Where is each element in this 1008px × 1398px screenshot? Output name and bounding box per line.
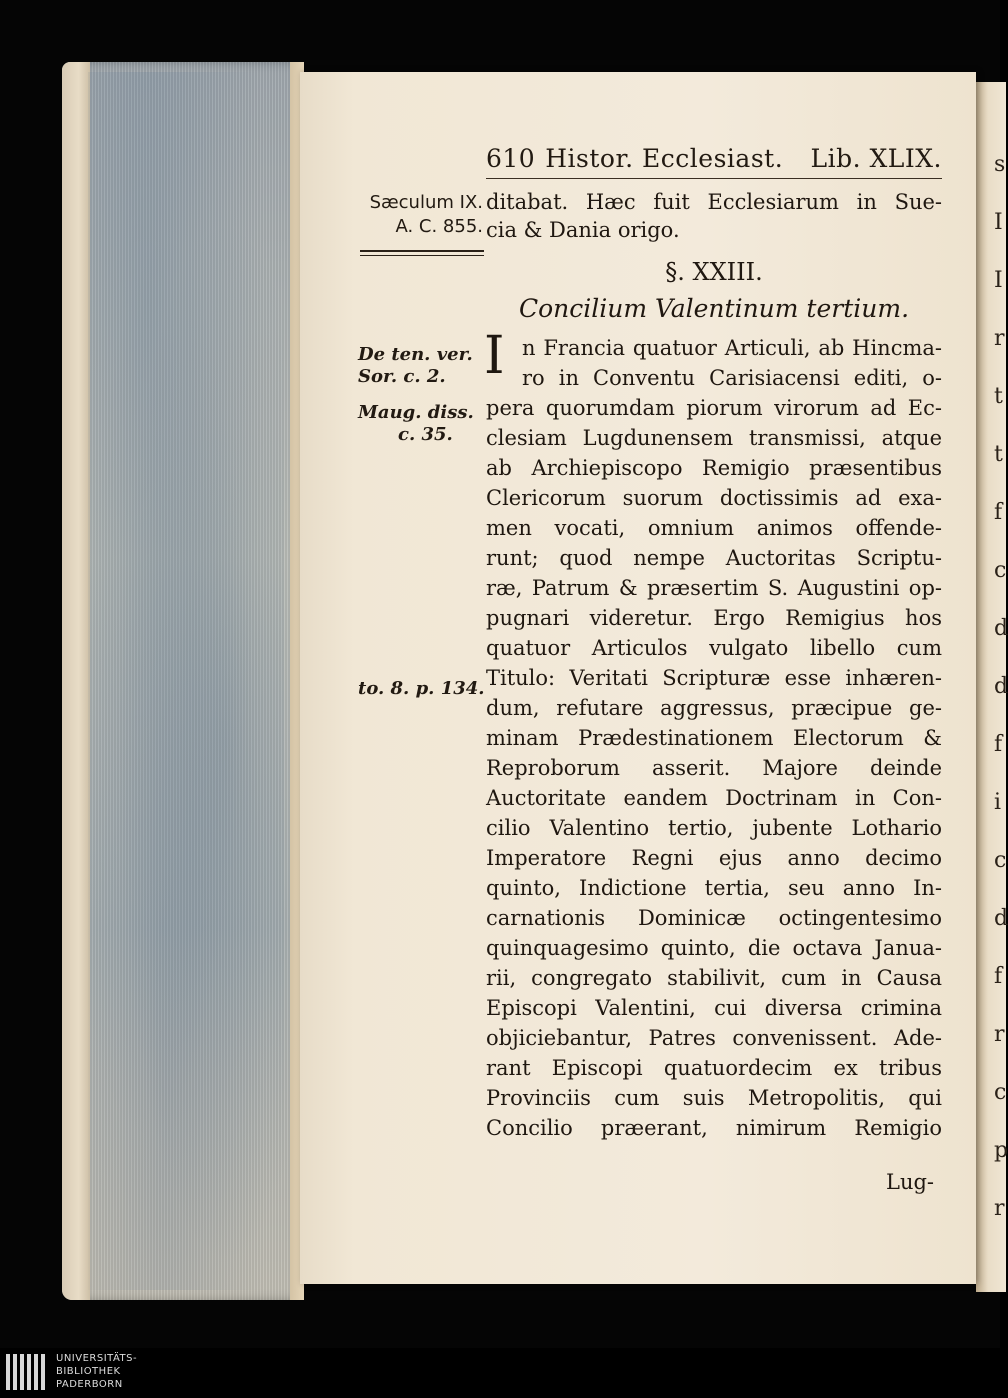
facing-page-letter: r (994, 1022, 1005, 1047)
text-line: Concilio præerant, nimirum Remigio (486, 1116, 942, 1140)
drop-capital: I (484, 326, 505, 386)
facing-page-letter: i (994, 790, 1002, 815)
page-number: 610 (486, 144, 536, 173)
facing-page-letter: t (994, 442, 1003, 467)
marbled-edge-pattern (88, 72, 284, 1290)
library-name (56, 1352, 137, 1391)
text-line: pera quorumdam piorum virorum ad Ec- (486, 396, 942, 420)
facing-page-letter: d (994, 906, 1008, 931)
library-footer (0, 1348, 1000, 1398)
text-line: ditabat. Hæc fuit Ecclesiarum in Sue- (486, 190, 942, 214)
library-name-line: UNIVERSITÄTS- (56, 1353, 138, 1364)
margin-saeculum: Sæculum IX. (369, 192, 483, 213)
facing-page-letter: f (994, 732, 1003, 757)
book-cover-edge (62, 62, 90, 1300)
facing-page-letter: f (994, 964, 1003, 989)
book-page-edges (62, 62, 304, 1300)
facing-page-letter: I (994, 210, 1003, 235)
text-line: Episcopi Valentini, cui diversa crimina (486, 996, 942, 1020)
text-line: quinquagesimo quinto, die octava Janua- (486, 936, 942, 960)
text-line: pugnari videretur. Ergo Remigius hos (486, 606, 942, 630)
catchword: Lug- (886, 1170, 935, 1194)
book-page (300, 72, 976, 1284)
running-title: Histor. Ecclesiast. (545, 144, 784, 173)
margin-reference: Sor. c. 2. (358, 366, 446, 387)
facing-page-letter: d (994, 674, 1008, 699)
section-title: Concilium Valentinum tertium. (518, 294, 910, 323)
margin-reference: Maug. diss. (358, 402, 474, 423)
facing-page-letter: t (994, 384, 1003, 409)
text-line: Reproborum asserit. Majore deinde (486, 756, 942, 780)
header-rule (486, 178, 942, 179)
text-line: cia & Dania origo. (486, 218, 680, 242)
text-line: Provinciis cum suis Metropolitis, qui (486, 1086, 942, 1110)
facing-page-letter: I (994, 268, 1003, 293)
text-line: ro in Conventu Carisiacensi editi, o- (522, 366, 942, 390)
text-line: clesiam Lugdunensem transmissi, atque (486, 426, 942, 450)
text-line: quinto, Indictione tertia, seu anno In- (486, 876, 942, 900)
text-line: Titulo: Veritati Scripturæ esse inhæren- (486, 666, 942, 690)
facing-page-letter: d (994, 616, 1008, 641)
facing-page-letter: c (994, 848, 1007, 873)
text-line: dum, refutare aggressus, præcipue ge- (486, 696, 942, 720)
text-line: objiciebantur, Patres convenissent. Ade- (486, 1026, 942, 1050)
margin-anno: A. C. 855. (395, 216, 483, 237)
text-line: runt; quod nempe Auctoritas Scriptu- (486, 546, 942, 570)
text-line: men vocati, omnium animos offende- (486, 516, 942, 540)
facing-page-fragment (976, 82, 1006, 1292)
text-line: ræ, Patrum & præsertim S. Augustini op- (486, 576, 942, 600)
facing-page-letter: r (994, 1196, 1005, 1221)
margin-rule-thin (360, 255, 484, 256)
text-line: Auctoritate eandem Doctrinam in Con- (486, 786, 942, 810)
margin-reference: De ten. ver. (358, 344, 473, 365)
margin-reference: to. 8. p. 134. (358, 678, 485, 699)
facing-page-letter: s (994, 152, 1006, 177)
facing-page-letter: c (994, 558, 1007, 583)
library-name-line: PADERBORN (56, 1379, 123, 1390)
text-line: cilio Valentino tertio, jubente Lothario (486, 816, 942, 840)
text-line: ab Archiepiscopo Remigio præsentibus (486, 456, 942, 480)
text-line: rant Episcopi quatuordecim ex tribus (486, 1056, 942, 1080)
facing-page-letter: f (994, 500, 1003, 525)
running-header (486, 144, 942, 176)
facing-page-letter: c (994, 1080, 1007, 1105)
margin-rule (360, 250, 484, 252)
margin-reference: c. 35. (398, 424, 453, 445)
text-line: n Francia quatuor Articuli, ab Hincma- (522, 336, 942, 360)
text-line: rii, congregato stabilivit, cum in Causa (486, 966, 942, 990)
section-number: §. XXIII. (665, 258, 763, 286)
facing-page-letter: p (994, 1138, 1008, 1163)
library-logo-icon (6, 1354, 45, 1390)
text-line: carnationis Dominicæ octingentesimo (486, 906, 942, 930)
library-name-line: BIBLIOTHEK (56, 1366, 121, 1377)
text-line: Clericorum suorum doctissimis ad exa- (486, 486, 942, 510)
text-line: Imperatore Regni ejus anno decimo (486, 846, 942, 870)
text-line: minam Prædestinationem Electorum & (486, 726, 942, 750)
text-line: quatuor Articulos vulgato libello cum (486, 636, 942, 660)
book-number: Lib. XLIX. (810, 144, 942, 173)
facing-page-letter: r (994, 326, 1005, 351)
